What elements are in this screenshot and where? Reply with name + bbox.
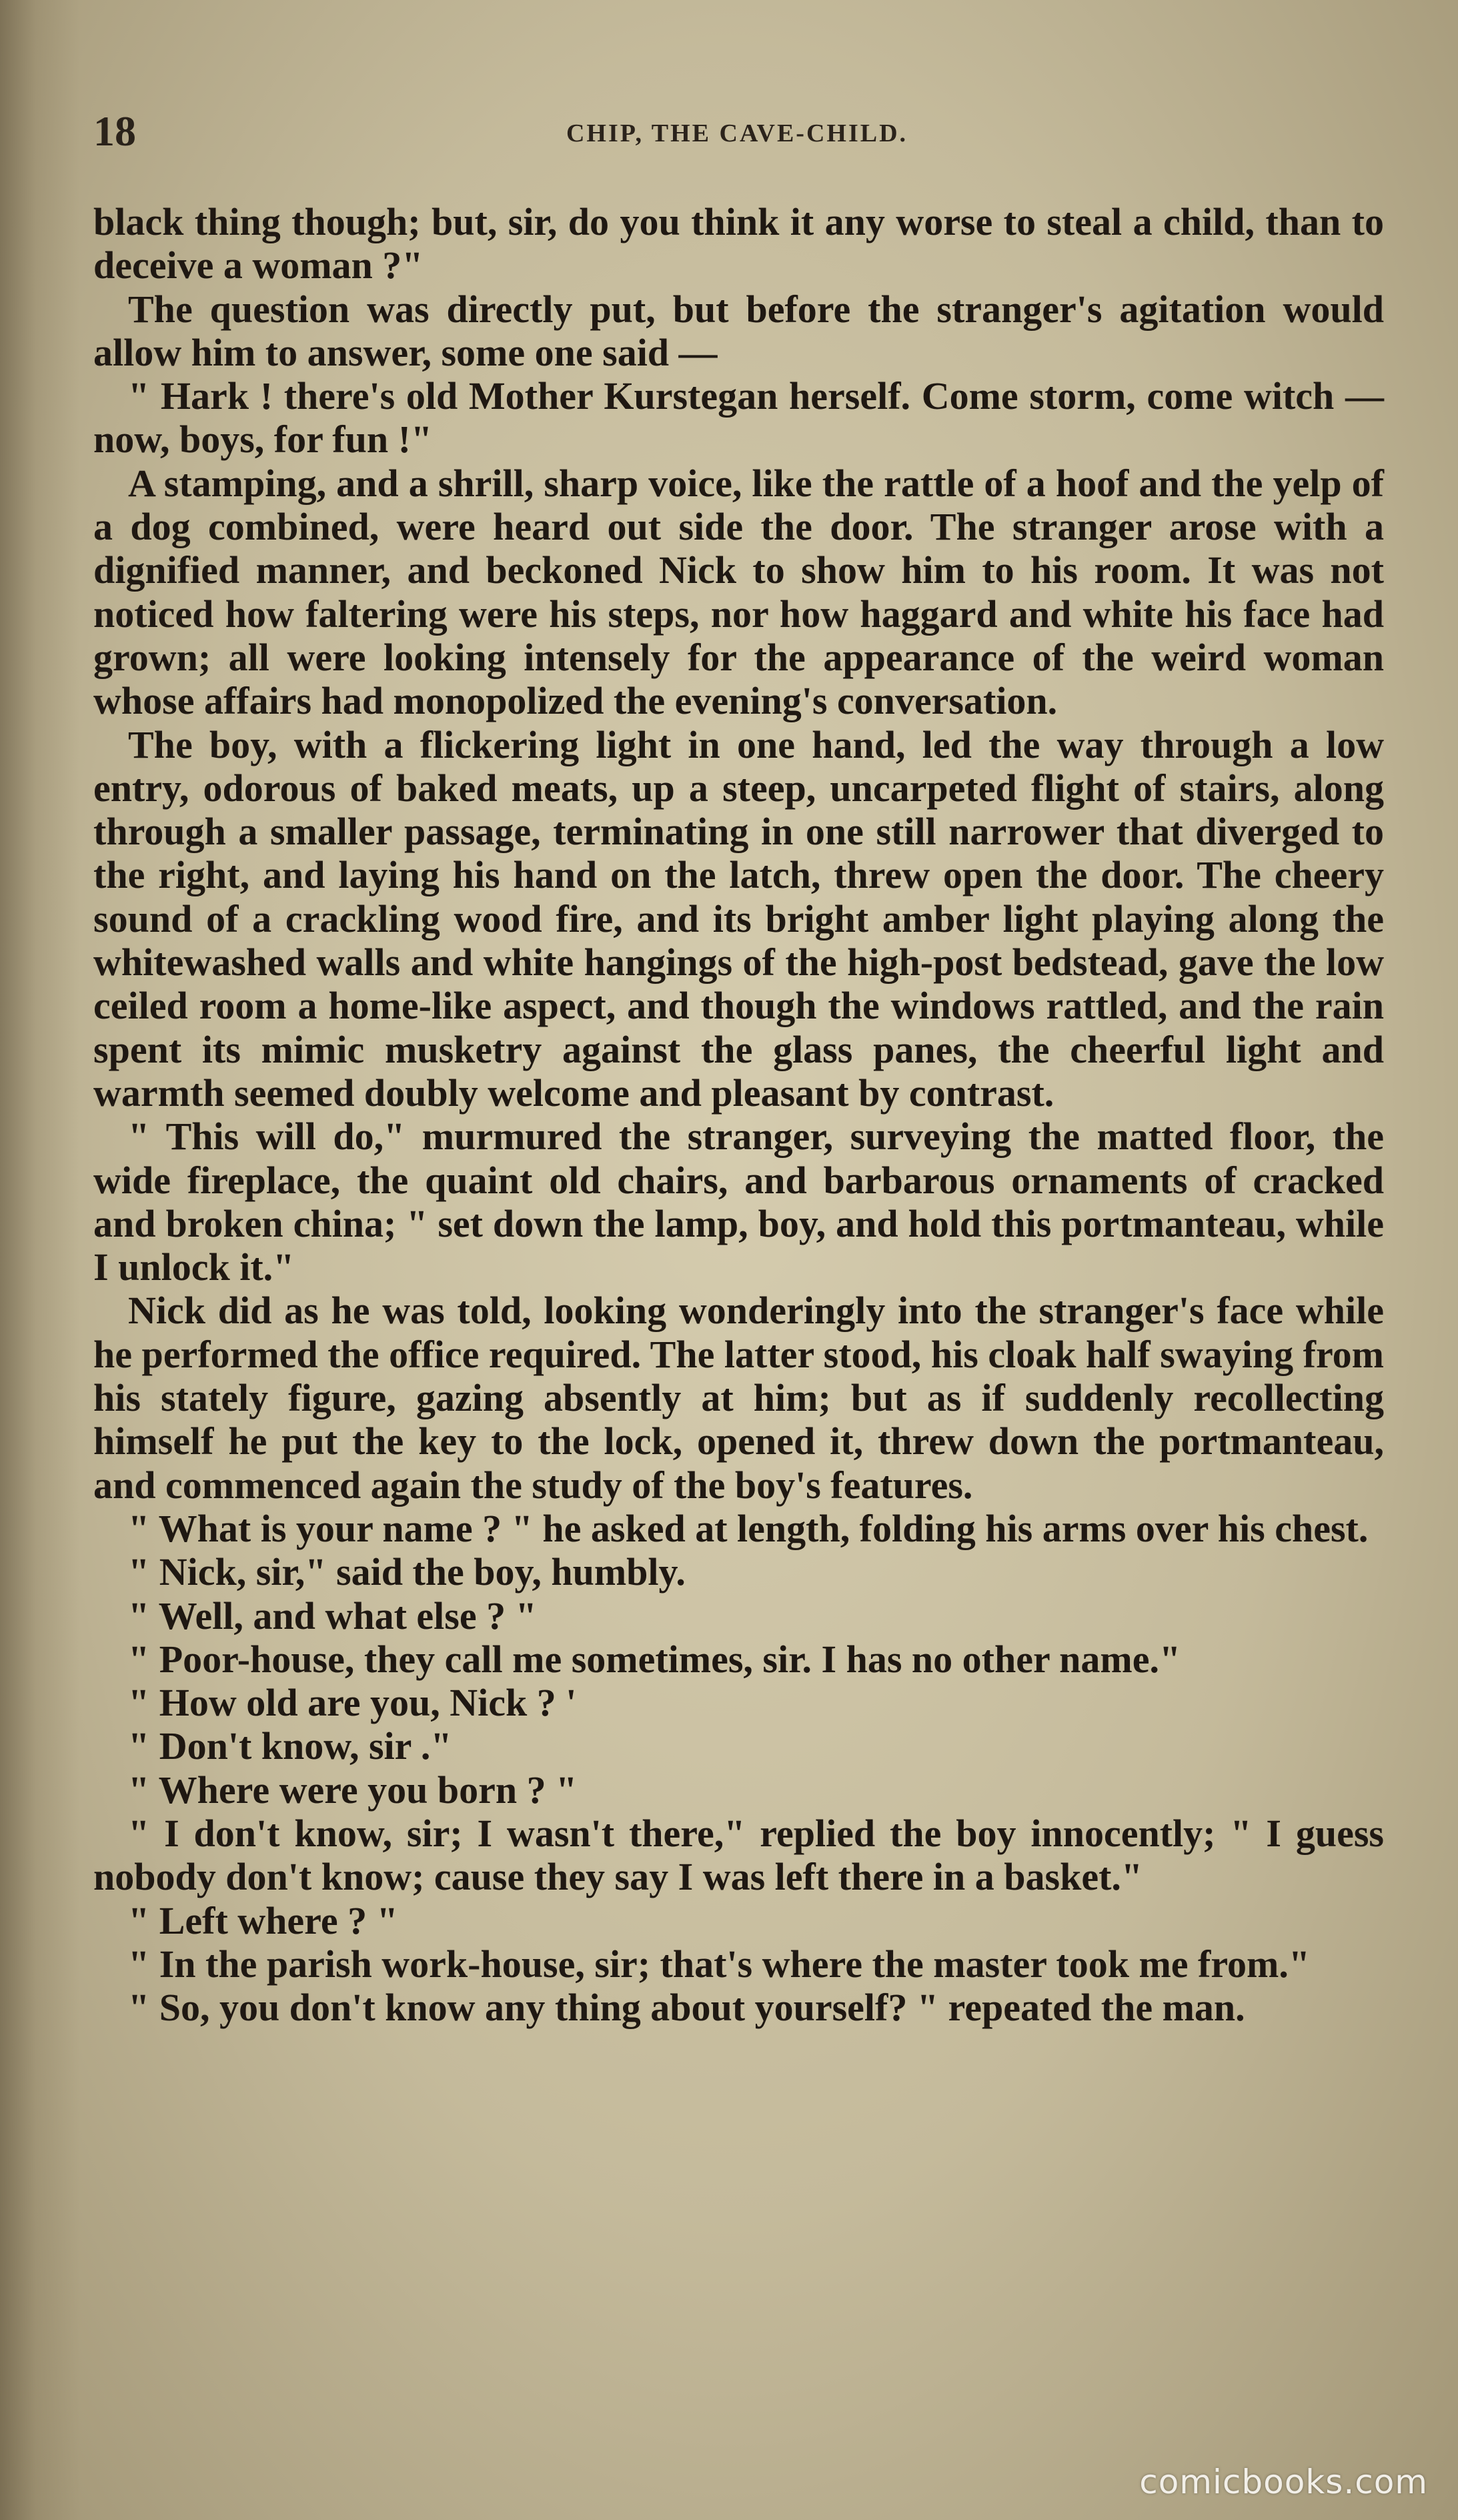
paragraph: " Left where ? " <box>128 1898 398 1942</box>
paragraph: " Nick, sir," said the boy, humbly. <box>128 1550 686 1594</box>
paragraph: " I don't know, sir; I wasn't there," replied the boy innocently; " I guess nobody don't know; cause they say I was left there in a basket." <box>93 1811 1384 1899</box>
paragraph: " Don't know, sir ." <box>128 1724 452 1768</box>
paragraph: " Well, and what else ? " <box>128 1594 537 1638</box>
site-watermark: comicbooks.com <box>1139 2463 1428 2501</box>
paragraph: The question was directly put, but before the stranger's agitation would allow him to answer, some one said — <box>93 287 1384 374</box>
paragraph: " Poor-house, they call me sometimes, sir. I has no other name." <box>128 1637 1181 1681</box>
paragraph: " In the parish work-house, sir; that's where the master took me from." <box>128 1942 1311 1986</box>
paragraph: " What is your name ? " he asked at length, folding his arms over his chest. <box>128 1506 1369 1550</box>
page-header <box>93 107 1381 167</box>
page-shadow <box>0 0 80 2520</box>
paragraph: Nick did as he was told, looking wonderingly into the stranger's face while he performed the office required. The latter stood, his cloak half swaying from his stately figure, gazing absently at him; but as if suddenly recollecting himself he put the key to the lock, opened it, threw down the portmanteau, and commenced again the study of the boy's features. <box>93 1289 1384 1507</box>
paragraph: " This will do," murmured the stranger, surveying the matted floor, the wide fireplace, the quaint old chairs, and barbarous ornaments of cracked and broken china; " set down the lamp, boy, and hold this portmanteau, while I unlock it." <box>93 1115 1384 1289</box>
paragraph: The boy, with a flickering light in one hand, led the way through a low entry, odorous of baked meats, up a steep, uncarpeted flight of stairs, along through a smaller passage, terminating in one still narrower that diverged to the right, and laying his hand on the latch, threw open the door. The cheery sound of a crackling wood fire, and its bright amber light playing along the whitewashed walls and white hangings of the high-post bedstead, gave the low ceiled room a home-like aspect, and though the windows rattled, and the rain spent its mimic musketry against the glass panes, the cheerful light and warmth seemed doubly welcome and pleasant by contrast. <box>93 722 1384 1115</box>
paragraph: black thing though; but, sir, do you think it any worse to steal a child, than to deceive a woman ?" <box>93 200 1384 287</box>
body-text <box>93 200 1384 2029</box>
paragraph: " Hark ! there's old Mother Kurstegan herself. Come storm, come witch — now, boys, for fun !" <box>93 374 1384 462</box>
paragraph: A stamping, and a shrill, sharp voice, like the rattle of a hoof and the yelp of a dog combined, were heard out side the door. The stranger arose with a dignified manner, and beckoned Nick to show him to his room. It was not noticed how faltering were his steps, nor how haggard and white his face had grown; all were looking intensely for the appearance of the weird woman whose affairs had monopolized the evening's conversation. <box>93 461 1384 723</box>
paragraph: " Where were you born ? " <box>128 1768 578 1812</box>
page-number: 18 <box>93 107 136 155</box>
running-head: CHIP, THE CAVE-CHILD. <box>566 119 908 147</box>
paragraph: " So, you don't know any thing about yourself? " repeated the man. <box>128 1986 1245 2030</box>
paragraph: " How old are you, Nick ? ' <box>128 1681 577 1725</box>
